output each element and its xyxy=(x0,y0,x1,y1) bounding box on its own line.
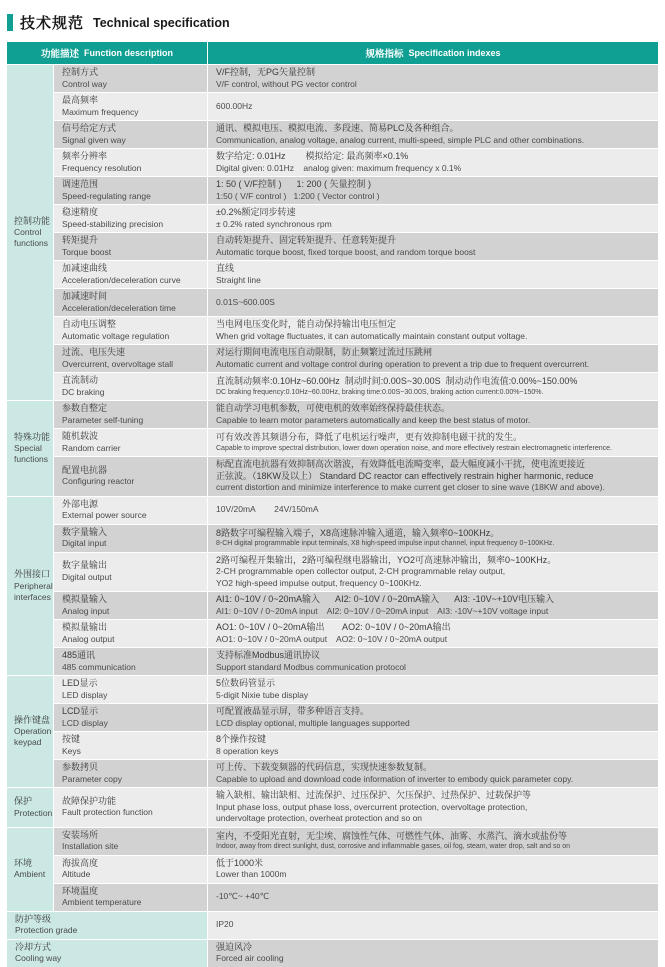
function-name-zh: 数字量输入 xyxy=(62,526,108,537)
function-name-en: Acceleration/deceleration time xyxy=(62,302,176,313)
function-name-cell xyxy=(54,760,207,787)
spec-cell xyxy=(208,93,658,120)
function-name-cell xyxy=(54,648,207,675)
spec-line: 低于1000米 xyxy=(216,857,264,868)
spec-cell xyxy=(208,261,658,288)
spec-line: current distortion and minimize interference to make current get closer to sine wave (18KW and above). xyxy=(216,482,605,492)
function-name-zh: 直流制动 xyxy=(62,375,99,385)
spec-cell xyxy=(208,648,658,675)
group-rows xyxy=(54,497,658,676)
spec-line: AI1: 0~10V / 0~20mA输入 AI2: 0~10V / 0~20mA输入 AI3: -10V~+10V电压输入 xyxy=(216,594,555,604)
spec-table-body xyxy=(7,65,658,967)
group-cell xyxy=(7,497,53,676)
spec-cell xyxy=(208,884,658,911)
spec-cell xyxy=(208,788,658,827)
function-name-en: Keys xyxy=(62,745,81,756)
spec-line: 10V/20mA 24V/150mA xyxy=(216,504,319,515)
spec-cell xyxy=(208,373,658,400)
table-row xyxy=(54,648,658,675)
function-name-cell xyxy=(54,373,207,400)
group-label-zh: 控制功能 xyxy=(14,215,51,226)
function-name-cell xyxy=(54,261,207,288)
spec-line: 1: 50 ( V/F控制 ) 1: 200 ( 矢量控制 ) xyxy=(216,179,372,189)
table-row xyxy=(54,121,658,148)
spec-line: 直线 xyxy=(216,263,235,273)
group-label-en: Control functions xyxy=(14,227,49,249)
function-name-cell xyxy=(54,856,207,883)
group-label-zh: 操作键盘 xyxy=(14,714,51,725)
function-name-cell xyxy=(54,65,207,92)
group-label-en: Protection xyxy=(14,807,53,818)
function-name-cell xyxy=(54,121,207,148)
spec-line: ± 0.2% rated synchronous rpm xyxy=(216,218,332,229)
function-name-zh: 故障保护功能 xyxy=(62,795,117,806)
function-name-en: Digital input xyxy=(62,538,107,548)
table-row xyxy=(54,760,658,787)
table-row xyxy=(54,788,658,827)
table-row xyxy=(54,620,658,647)
function-name-en: Automatic voltage regulation xyxy=(62,330,170,341)
group-label-en: Protection grade xyxy=(15,925,78,935)
function-name-zh: 信号给定方式 xyxy=(62,123,117,133)
spec-line: 5-digit Nixie tube display xyxy=(216,689,309,700)
group-label-zh: 环境 xyxy=(14,857,33,868)
table-row xyxy=(54,93,658,120)
group-rows xyxy=(54,676,658,787)
function-name-cell xyxy=(54,620,207,647)
spec-line: YO2 high-speed impulse output, frequency 0~100KHz. xyxy=(216,577,422,588)
group-label-zh: 特殊功能 xyxy=(14,431,51,442)
function-name-cell xyxy=(54,93,207,120)
spec-cell xyxy=(208,65,658,92)
group-rows xyxy=(54,788,658,827)
spec-line: AI1: 0~10V / 0~20mA input AI2: 0~10V / 0~20mA input AI3: -10V~+10V voltage input xyxy=(216,605,549,616)
function-name-en: Signal given way xyxy=(62,134,126,145)
function-name-zh: LED显示 xyxy=(62,678,98,688)
function-name-en: Ambient temperature xyxy=(62,897,142,907)
spec-line: Forced air cooling xyxy=(216,953,284,963)
function-name-zh: 模拟量输出 xyxy=(62,622,108,632)
spec-cell xyxy=(208,525,658,552)
spec-cell xyxy=(208,856,658,883)
table-row xyxy=(54,317,658,344)
spec-line: 600.00Hz xyxy=(216,100,253,111)
table-row xyxy=(54,233,658,260)
function-name-en: Analog input xyxy=(62,605,110,616)
spec-line: Input phase loss, output phase loss, overcurrent protection, overvoltage protection, xyxy=(216,801,528,812)
table-row xyxy=(54,525,658,552)
function-name-zh: 配置电抗器 xyxy=(62,464,108,475)
merged-group-cell xyxy=(7,912,207,939)
function-name-en: Fault protection function xyxy=(62,807,153,818)
table-group xyxy=(7,65,658,400)
spec-line: 自动转矩提升、固定转矩提升、任意转矩提升 xyxy=(216,235,397,245)
spec-line: AO1: 0~10V / 0~20mA output AO2: 0~10V / 0~20mA output xyxy=(216,633,448,644)
header-function-description xyxy=(7,42,207,64)
function-name-cell xyxy=(54,553,207,592)
group-cell xyxy=(7,676,53,787)
spec-line: 数字给定: 0.01Hz 模拟给定: 最高频率×0.1% xyxy=(216,151,409,161)
group-label-zh: 外围接口 xyxy=(14,569,51,579)
spec-line: Support standard Modbus communication protocol xyxy=(216,661,406,672)
group-label-en: Special functions xyxy=(14,443,49,464)
spec-line: Digital given: 0.01Hz analog given: maximum frequency x 0.1% xyxy=(216,162,462,173)
spec-cell xyxy=(208,457,658,496)
function-name-zh: 安装场所 xyxy=(62,829,99,840)
spec-cell xyxy=(208,592,658,619)
spec-line: 能自动学习电机参数，可使电机的效率始终保持最佳状态。 xyxy=(216,403,451,413)
table-group xyxy=(7,497,658,676)
table-row xyxy=(54,401,658,428)
function-name-en: Random carrier xyxy=(62,442,121,453)
spec-cell xyxy=(208,121,658,148)
group-label-en: Ambient xyxy=(14,869,46,880)
function-name-cell xyxy=(54,205,207,232)
spec-cell xyxy=(208,676,658,703)
spec-line: 5位数码管显示 xyxy=(216,678,276,688)
spec-cell xyxy=(208,345,658,372)
function-name-zh: 环境温度 xyxy=(62,885,99,896)
spec-line: Automatic torque boost, fixed torque boost, and random torque boost xyxy=(216,246,476,257)
spec-line: 直流制动频率:0.10Hz~60.00Hz 制动时间:0.00S~30.00S 制动动作电流值:0.00%~150.00% xyxy=(216,376,578,386)
function-name-zh: 自动电压调整 xyxy=(62,319,117,329)
spec-line: When grid voltage fluctuates, it can automatically maintain constant output voltage. xyxy=(216,330,528,341)
table-row xyxy=(54,592,658,619)
table-row xyxy=(54,149,658,176)
function-name-cell xyxy=(54,884,207,911)
function-name-zh: 模拟量输入 xyxy=(62,594,108,604)
function-name-zh: 数字量输出 xyxy=(62,560,108,571)
function-name-zh: 过流、电压失速 xyxy=(62,347,126,357)
table-row xyxy=(54,856,658,883)
function-name-en: LCD display xyxy=(62,717,108,728)
page-title xyxy=(0,0,665,42)
function-name-cell xyxy=(54,317,207,344)
spec-line: -10℃~ +40℃ xyxy=(216,891,270,902)
table-row xyxy=(54,345,658,372)
header-spec-zh: 规格指标 xyxy=(365,49,404,60)
function-name-en: Control way xyxy=(62,78,107,89)
function-name-cell xyxy=(54,704,207,731)
function-name-en: Speed-stabilizing precision xyxy=(62,218,164,229)
function-name-zh: 海拔高度 xyxy=(62,857,99,868)
spec-line: 0.01S~600.00S xyxy=(216,296,275,307)
spec-cell xyxy=(208,912,658,939)
spec-line: Capable to learn motor parameters automatically and keep the best status of motor. xyxy=(216,414,531,425)
function-name-cell xyxy=(54,289,207,316)
spec-cell xyxy=(208,704,658,731)
group-rows xyxy=(54,401,658,496)
function-name-cell xyxy=(54,149,207,176)
spec-cell xyxy=(208,401,658,428)
spec-cell xyxy=(208,317,658,344)
group-label-zh: 冷却方式 xyxy=(15,941,52,952)
function-name-en: Parameter copy xyxy=(62,773,122,784)
title-accent-bar xyxy=(7,14,13,31)
spec-line: Lower than 1000m xyxy=(216,869,287,879)
function-name-cell xyxy=(54,345,207,372)
function-name-en: Altitude xyxy=(62,869,91,879)
group-rows xyxy=(54,828,658,911)
spec-cell xyxy=(208,233,658,260)
table-header xyxy=(7,42,658,64)
spec-line: 正弦波。（18KW及以上） Standard DC reactor can effectively restrain higher harmonic, reduce xyxy=(216,470,594,481)
spec-line: Automatic current and voltage control during operation to prevent a trip due to frequent overcurrent. xyxy=(216,358,590,369)
function-name-en: Installation site xyxy=(62,841,119,851)
table-row xyxy=(54,177,658,204)
spec-line: 标配直流电抗器有效抑制高次谐波，有效降低电流畸变率，最大幅度减小干扰，使电流更接近 xyxy=(216,459,586,469)
group-label-en: Operation keypad xyxy=(14,726,52,748)
spec-line: 支持标准Modbus通讯协议 xyxy=(216,650,321,660)
function-name-zh: 转矩提升 xyxy=(62,235,99,245)
spec-line: Communication, analog voltage, analog current, multi-speed, simple PLC and other combinations. xyxy=(216,134,585,145)
header-function-zh: 功能描述 xyxy=(40,49,79,60)
function-name-en: 485 communication xyxy=(62,661,136,672)
spec-line: Straight line xyxy=(216,274,261,285)
spec-cell xyxy=(208,828,658,855)
spec-cell xyxy=(208,553,658,592)
spec-cell xyxy=(208,177,658,204)
spec-cell xyxy=(208,760,658,787)
function-name-en: Configuring reactor xyxy=(62,476,135,487)
function-name-en: DC braking xyxy=(62,386,105,397)
spec-line: 可上传、下载变频器的代码信息，实现快速参数复制。 xyxy=(216,762,433,772)
spec-cell xyxy=(208,429,658,456)
spec-cell xyxy=(208,940,658,967)
function-name-en: Acceleration/deceleration curve xyxy=(62,274,181,285)
group-cell xyxy=(7,401,53,496)
spec-line: AO1: 0~10V / 0~20mA输出 AO2: 0~10V / 0~20mA输出 xyxy=(216,622,451,632)
function-name-en: LED display xyxy=(62,689,108,700)
spec-line: 8-CH digital programmable input terminals, X8 high-speed impulse input channel, input frequency 0~100KHz. xyxy=(216,540,555,547)
table-row xyxy=(54,553,658,592)
spec-line: Indoor, away from direct sunlight, dust, corrosive and inflammable gases, oil fog, steam, water drop, salt and so on xyxy=(216,843,571,850)
header-spec-indexes xyxy=(208,42,658,64)
header-spec-en: Specification indexes xyxy=(408,48,501,58)
group-cell xyxy=(7,788,53,827)
spec-cell xyxy=(208,497,658,524)
function-name-cell xyxy=(54,457,207,496)
spec-line: 2路可编程开集输出，2路可编程继电器输出，YO2可高速脉冲输出，频率0~100KHz。 xyxy=(216,554,557,565)
function-name-cell xyxy=(54,676,207,703)
function-name-zh: 外部电源 xyxy=(62,498,99,509)
function-name-zh: 485通讯 xyxy=(62,650,96,660)
table-group xyxy=(7,788,658,827)
table-row xyxy=(54,732,658,759)
spec-cell xyxy=(208,149,658,176)
function-name-en: Torque boost xyxy=(62,246,112,257)
spec-line: V/F control, without PG vector control xyxy=(216,78,357,89)
function-name-cell xyxy=(54,788,207,827)
function-name-zh: 参数拷贝 xyxy=(62,762,99,772)
function-name-zh: 稳速精度 xyxy=(62,207,99,217)
spec-line: LCD display optional, multiple languages supported xyxy=(216,717,410,728)
table-row xyxy=(54,289,658,316)
table-row xyxy=(54,828,658,855)
group-label-zh: 保护 xyxy=(14,796,33,806)
group-label-en: Peripheral interfaces xyxy=(14,580,53,602)
spec-line: 强迫风冷 xyxy=(216,941,253,952)
page-title-zh: 技术规范 xyxy=(20,15,85,32)
spec-line: 8个操作按键 xyxy=(216,734,267,744)
function-name-cell xyxy=(54,592,207,619)
function-name-cell xyxy=(54,177,207,204)
function-name-cell xyxy=(54,429,207,456)
function-name-zh: 调速范围 xyxy=(62,179,99,189)
function-name-en: Analog output xyxy=(62,633,115,644)
table-row xyxy=(54,497,658,524)
spec-line: ±0.2%额定同步转速 xyxy=(216,207,296,217)
table-row xyxy=(54,205,658,232)
spec-line: 输入缺相、输出缺相、过流保护、过压保护、欠压保护、过热保护、过载保护等 xyxy=(216,790,532,800)
spec-line: IP20 xyxy=(216,919,234,930)
table-row xyxy=(54,65,658,92)
spec-line: 通讯、模拟电压、模拟电流、多段速、简易PLC及各种组合。 xyxy=(216,123,459,133)
table-group xyxy=(7,676,658,787)
table-row xyxy=(54,373,658,400)
spec-cell xyxy=(208,289,658,316)
spec-line: V/F控制，无PG矢量控制 xyxy=(216,67,316,77)
group-label-en: Cooling way xyxy=(15,953,62,963)
spec-line: Capable to improve spectral distribution, lower down operation noise, and more effectively restrain electromagnetic interference. xyxy=(216,444,612,452)
spec-cell xyxy=(208,205,658,232)
spec-table xyxy=(7,42,658,967)
table-row xyxy=(54,884,658,911)
spec-line: 可有效改善其频谱分布，降低了电机运行噪声，更有效抑制电磁干扰的发生。 xyxy=(216,432,523,442)
function-name-zh: 最高频率 xyxy=(62,95,99,105)
function-name-en: Overcurrent, overvoltage stall xyxy=(62,358,174,369)
function-name-zh: 频率分辨率 xyxy=(62,151,108,161)
function-name-zh: 加减速时间 xyxy=(62,291,108,301)
function-name-cell xyxy=(54,497,207,524)
table-row xyxy=(54,429,658,456)
spec-cell xyxy=(208,620,658,647)
function-name-cell xyxy=(54,732,207,759)
spec-line: 可配置液晶显示屏，带多种语言支持。 xyxy=(216,706,370,716)
function-name-en: Maximum frequency xyxy=(62,106,139,117)
function-name-zh: 随机载波 xyxy=(62,431,99,441)
table-row xyxy=(54,704,658,731)
spec-line: 对运行期间电流电压自动限制，防止频繁过流过压跳闸 xyxy=(216,347,433,357)
page-title-en: Technical specification xyxy=(93,15,230,30)
table-row xyxy=(7,912,658,939)
spec-line: 8 operation keys xyxy=(216,745,279,756)
spec-line: 当电网电压变化时，能自动保持输出电压恒定 xyxy=(216,319,397,329)
function-name-en: External power source xyxy=(62,510,147,520)
group-cell xyxy=(7,828,53,911)
spec-line: undervoltage protection, overheat protection and so on xyxy=(216,813,423,823)
function-name-en: Speed-regulating range xyxy=(62,190,151,201)
spec-line: Capable to upload and download code information of inverter to embody quick parameter copy. xyxy=(216,773,574,784)
spec-line: DC braking frequency:0.10Hz~60.00Hz, braking time:0.00S~30.00S, braking action current:0.00%~150%. xyxy=(216,388,544,396)
function-name-cell xyxy=(54,525,207,552)
function-name-zh: 按键 xyxy=(62,734,81,744)
function-name-zh: 控制方式 xyxy=(62,67,99,77)
function-name-en: Digital output xyxy=(62,571,112,582)
function-name-cell xyxy=(54,401,207,428)
table-row xyxy=(54,457,658,496)
table-row xyxy=(54,676,658,703)
function-name-en: Parameter self-tuning xyxy=(62,414,144,425)
function-name-en: Frequency resolution xyxy=(62,162,142,173)
table-row xyxy=(7,940,658,967)
function-name-zh: LCD显示 xyxy=(62,706,99,716)
group-rows xyxy=(54,65,658,400)
table-row xyxy=(54,261,658,288)
spec-cell xyxy=(208,732,658,759)
merged-group-cell xyxy=(7,940,207,967)
spec-line: 8路数字可编程输入端子，X8高速脉冲输入通道，输入频率0~100KHz。 xyxy=(216,527,500,538)
spec-line: 室内，不受阳光直射，无尘埃、腐蚀性气体、可燃性气体、油雾、水蒸汽、滴水或盐份等 xyxy=(216,830,568,841)
function-name-cell xyxy=(54,828,207,855)
group-cell xyxy=(7,65,53,400)
header-function-en: Function description xyxy=(84,48,173,58)
table-group xyxy=(7,828,658,911)
function-name-zh: 参数自整定 xyxy=(62,403,108,413)
function-name-zh: 加减速曲线 xyxy=(62,263,108,273)
spec-line: 2-CH programmable open collector output, 2-CH programmable relay output, xyxy=(216,566,506,576)
spec-line: 1:50 ( V/F control ) 1:200 ( Vector control ) xyxy=(216,190,380,201)
table-group xyxy=(7,401,658,496)
group-label-zh: 防护等级 xyxy=(15,913,52,924)
function-name-cell xyxy=(54,233,207,260)
